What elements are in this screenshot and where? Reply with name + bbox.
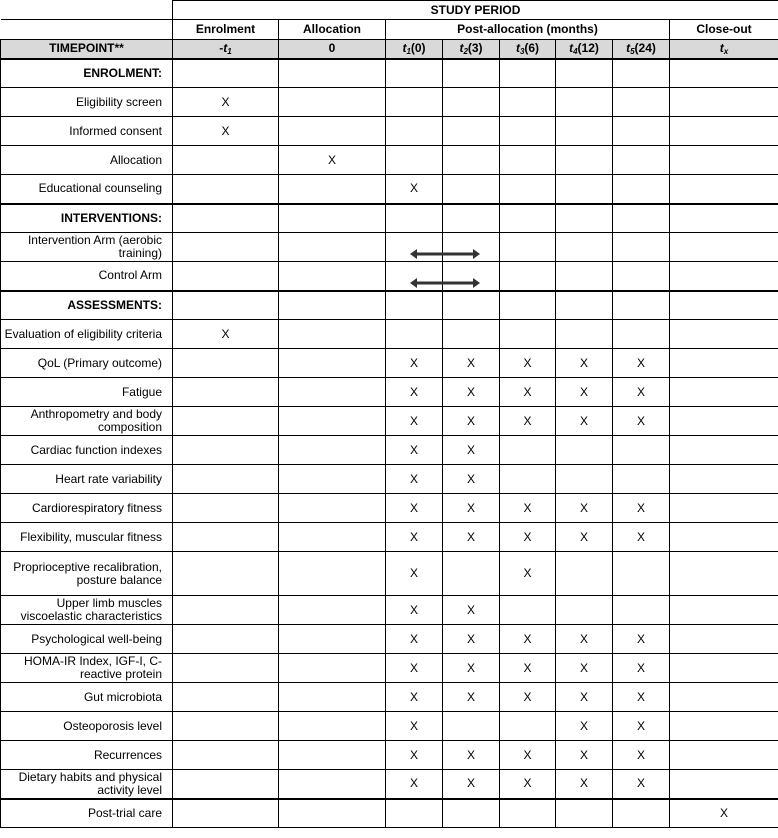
enrolment-header: Enrolment	[173, 20, 279, 40]
table-row	[1, 741, 778, 770]
mark-cell: X	[556, 494, 613, 523]
table-row	[1, 175, 778, 204]
mark-cell: X	[613, 378, 670, 407]
row-label: Psychological well-being	[1, 625, 173, 654]
mark-cell: X	[443, 407, 500, 436]
mark-cell: X	[556, 378, 613, 407]
table-row	[1, 654, 778, 683]
mark-cell: X	[556, 712, 613, 741]
table-row	[1, 146, 778, 175]
mark-cell: X	[613, 494, 670, 523]
mark-cell: X	[500, 552, 556, 596]
mark-cell: X	[443, 741, 500, 770]
mark-cell: X	[556, 625, 613, 654]
mark-cell: X	[386, 465, 443, 494]
mark-cell: X	[500, 494, 556, 523]
mark-cell: X	[556, 654, 613, 683]
table-row	[1, 117, 778, 146]
row-label: Dietary habits and physical activity level	[1, 770, 173, 799]
section-row-enrolment	[1, 59, 778, 88]
section-enrolment: ENROLMENT:	[1, 59, 173, 88]
table-row	[1, 683, 778, 712]
table-row	[1, 465, 778, 494]
header-row-study-period	[1, 1, 778, 20]
mark-cell: X	[556, 407, 613, 436]
mark-cell: X	[613, 683, 670, 712]
timepoint-t4: $t_4(12)$	[556, 40, 613, 59]
mark-cell: X	[500, 625, 556, 654]
mark-cell: X	[443, 523, 500, 552]
mark-cell: X	[443, 494, 500, 523]
row-label: Proprioceptive recalibration, posture balance	[1, 552, 173, 596]
timepoint-t2: $t_2(3)$	[443, 40, 500, 59]
mark-cell: X	[500, 683, 556, 712]
mark-cell: X	[443, 654, 500, 683]
mark-cell: X	[386, 175, 443, 204]
empty-corner	[1, 1, 173, 20]
mark-cell: X	[613, 770, 670, 799]
mark-cell: X	[613, 654, 670, 683]
row-label: Cardiorespiratory fitness	[1, 494, 173, 523]
mark-cell: X	[613, 407, 670, 436]
timepoint-t1: $t_1(0)$	[386, 40, 443, 59]
table-row	[1, 378, 778, 407]
mark-cell: X	[386, 378, 443, 407]
row-label: Gut microbiota	[1, 683, 173, 712]
mark-cell: X	[500, 741, 556, 770]
mark-cell: X	[613, 349, 670, 378]
table-row	[1, 596, 778, 625]
mark-cell: X	[443, 770, 500, 799]
table-row	[1, 523, 778, 552]
timepoint-alloc: 0	[279, 40, 386, 59]
section-interventions: INTERVENTIONS:	[1, 204, 173, 233]
timepoint-enrol: $-t_1$	[173, 40, 279, 59]
mark-cell: X	[443, 465, 500, 494]
mark-cell: X	[386, 741, 443, 770]
row-label: QoL (Primary outcome)	[1, 349, 173, 378]
mark-cell: X	[500, 349, 556, 378]
table-row	[1, 88, 778, 117]
empty-corner	[1, 20, 173, 40]
mark-cell: X	[670, 799, 778, 828]
mark-cell: X	[500, 523, 556, 552]
table-row	[1, 320, 778, 349]
mark-cell: X	[443, 378, 500, 407]
row-label: Allocation	[1, 146, 173, 175]
table-row	[1, 799, 778, 828]
mark-cell: X	[443, 596, 500, 625]
mark-cell: X	[556, 523, 613, 552]
row-label: Anthropometry and body composition	[1, 407, 173, 436]
mark-cell: X	[613, 625, 670, 654]
mark-cell: X	[500, 770, 556, 799]
timepoint-label: TIMEPOINT**	[1, 40, 173, 59]
table-row	[1, 262, 778, 291]
study-period-header: STUDY PERIOD	[173, 1, 778, 20]
mark-cell: X	[386, 683, 443, 712]
mark-cell: X	[386, 596, 443, 625]
table-row	[1, 436, 778, 465]
allocation-header: Allocation	[279, 20, 386, 40]
mark-cell: X	[500, 407, 556, 436]
table-row	[1, 494, 778, 523]
mark-cell: X	[613, 712, 670, 741]
table-row	[1, 770, 778, 799]
timepoint-t5: $t_5(24)$	[613, 40, 670, 59]
mark-cell: X	[556, 349, 613, 378]
mark-cell: X	[443, 683, 500, 712]
row-label: Heart rate variability	[1, 465, 173, 494]
table-row	[1, 552, 778, 596]
mark-cell: X	[386, 407, 443, 436]
mark-cell: X	[173, 320, 279, 349]
mark-cell: X	[443, 625, 500, 654]
mark-cell: X	[500, 378, 556, 407]
row-label: Informed consent	[1, 117, 173, 146]
mark-cell: X	[386, 494, 443, 523]
timepoint-close: $t_x$	[670, 40, 778, 59]
mark-cell: X	[556, 770, 613, 799]
table-row	[1, 712, 778, 741]
row-label: Osteoporosis level	[1, 712, 173, 741]
row-label: Educational counseling	[1, 175, 173, 204]
row-label: HOMA-IR Index, IGF-I, C-reactive protein	[1, 654, 173, 683]
mark-cell: X	[386, 712, 443, 741]
mark-cell: X	[386, 523, 443, 552]
mark-cell: X	[613, 741, 670, 770]
mark-cell: X	[556, 683, 613, 712]
mark-cell: X	[386, 654, 443, 683]
mark-cell: X	[500, 654, 556, 683]
table-row	[1, 625, 778, 654]
row-label: Intervention Arm (aerobic training)	[1, 233, 173, 262]
header-row-phases	[1, 20, 778, 40]
row-label: Flexibility, muscular fitness	[1, 523, 173, 552]
table-row	[1, 233, 778, 262]
mark-cell: X	[386, 349, 443, 378]
mark-cell: X	[443, 349, 500, 378]
section-row-assessments	[1, 291, 778, 320]
timepoint-t3: $t_3(6)$	[500, 40, 556, 59]
row-label: Eligibility screen	[1, 88, 173, 117]
mark-cell: X	[386, 770, 443, 799]
row-label: Control Arm	[1, 262, 173, 291]
row-label: Recurrences	[1, 741, 173, 770]
row-label: Evaluation of eligibility criteria	[1, 320, 173, 349]
mark-cell: X	[173, 117, 279, 146]
section-row-interventions	[1, 204, 778, 233]
mark-cell: X	[279, 146, 386, 175]
mark-cell: X	[173, 88, 279, 117]
section-assessments: ASSESSMENTS:	[1, 291, 173, 320]
row-label: Fatigue	[1, 378, 173, 407]
close-out-header: Close-out	[670, 20, 778, 40]
mark-cell: X	[443, 436, 500, 465]
row-label: Upper limb muscles viscoelastic characteristics	[1, 596, 173, 625]
mark-cell: X	[386, 552, 443, 596]
timepoint-row	[1, 40, 778, 59]
mark-cell: X	[386, 625, 443, 654]
post-allocation-header: Post-allocation (months)	[386, 20, 670, 40]
mark-cell: X	[386, 436, 443, 465]
table-row	[1, 407, 778, 436]
table-row	[1, 349, 778, 378]
row-label: Cardiac function indexes	[1, 436, 173, 465]
row-label: Post-trial care	[1, 799, 173, 828]
mark-cell: X	[613, 523, 670, 552]
mark-cell: X	[556, 741, 613, 770]
